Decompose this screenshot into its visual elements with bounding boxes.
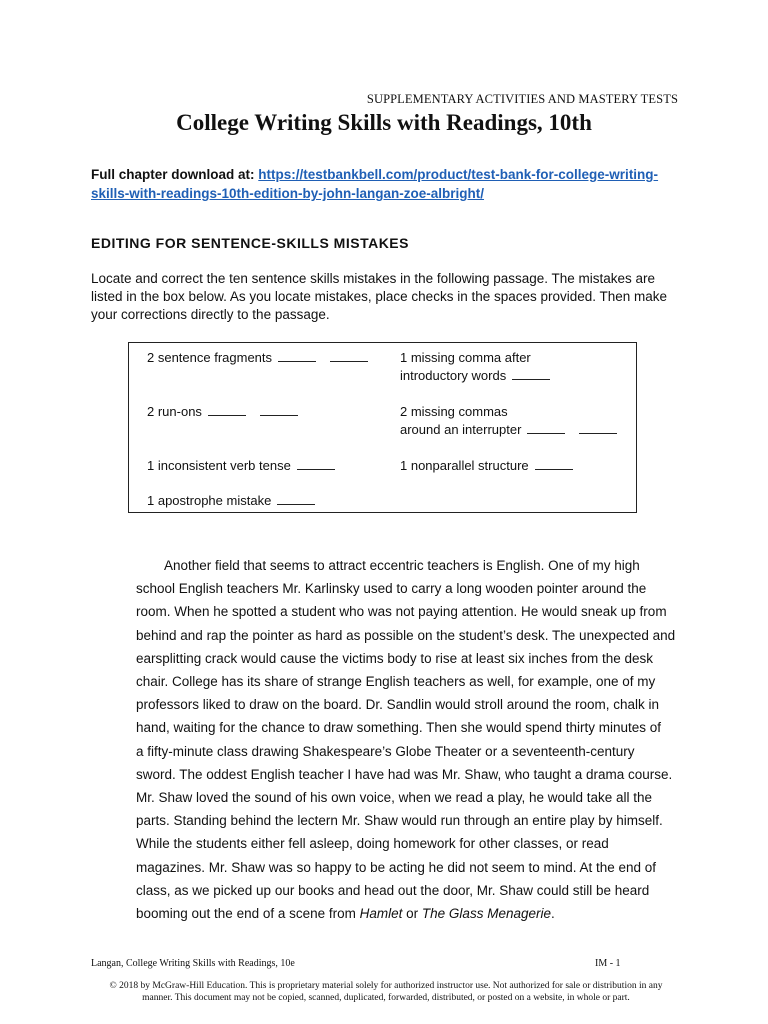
play-title: The Glass Menagerie: [421, 906, 551, 922]
download-link-line1[interactable]: https://testbankbell.com/product/test-bank-for-college-writing-: [258, 167, 659, 182]
instructions-line: listed in the box below. As you locate mistakes, place checks in the spaces provided. Then make: [91, 289, 668, 304]
download-label: Full chapter download at:: [91, 167, 255, 182]
check-blank[interactable]: [579, 421, 617, 434]
passage-line: class, as we picked up our books and head out the door, Mr. Shaw could still be heard: [136, 882, 650, 898]
passage: [136, 554, 676, 925]
passage-line: professors liked to draw on the board. Dr. Sandlin would stroll around the room, chalk in: [136, 697, 660, 713]
passage-line: earsplitting crack would cause the victims body to rise at least six inches from the desk: [136, 650, 653, 666]
page-number: IM - 1: [595, 958, 621, 969]
check-blank[interactable]: [260, 403, 298, 416]
instructions-line: Locate and correct the ten sentence skills mistakes in the following passage. The mistakes are: [91, 271, 656, 286]
check-blank[interactable]: [208, 403, 246, 416]
mistake-item: 1 missing comma after introductory words: [400, 349, 550, 385]
passage-line: booming out the end of a scene from Hamlet or The Glass Menagerie.: [136, 906, 555, 922]
play-title: Hamlet: [359, 906, 403, 922]
passage-line: room. When he spotted a student who was not paying attention. He would sneak up from: [136, 604, 667, 620]
document-title: College Writing Skills with Readings, 10th: [176, 110, 592, 135]
check-blank[interactable]: [512, 367, 550, 380]
instructions-line: your corrections directly to the passage.: [91, 307, 330, 322]
check-blank[interactable]: [527, 421, 565, 434]
passage-line: magazines. Mr. Shaw was so happy to be acting he did not seem to mind. At the end of: [136, 859, 657, 875]
copyright-notice: © 2018 by McGraw-Hill Education. This is proprietary material solely for authorized instructor use. Not authorized for sale or distribution in any manner. This document may not be copied, scanned, duplicated, forwarded, distributed, or posted on a website, in whole or part.: [109, 981, 663, 1003]
passage-line: behind and rap the pointer as hard as possible on the student’s desk. The unexpected and: [136, 627, 676, 643]
check-blank[interactable]: [330, 349, 368, 362]
supplement-header: SUPPLEMENTARY ACTIVITIES AND MASTERY TESTS: [366, 92, 678, 106]
passage-line: parts. Standing behind the lectern Mr. Shaw would run through an entire play by himself.: [136, 813, 663, 829]
check-blank[interactable]: [535, 457, 573, 470]
mistake-item: 2 missing commas around an interrupter: [400, 403, 617, 439]
mistake-item: 1 apostrophe mistake: [147, 492, 315, 510]
passage-line: school English teachers Mr. Karlinsky used to carry a long wooden pointer around the: [136, 581, 647, 597]
passage-line: While the students either fell asleep, doing homework for other classes, or read: [136, 836, 609, 852]
passage-line: sword. The oddest English teacher I have had was Mr. Shaw, who taught a drama course.: [136, 766, 673, 782]
section-heading: EDITING FOR SENTENCE-SKILLS MISTAKES: [91, 235, 409, 251]
passage-line: chair. College has its share of strange English teachers as well, for example, one of my: [136, 674, 656, 690]
instructions: [91, 270, 681, 324]
mistake-item: 1 nonparallel structure: [400, 457, 573, 475]
passage-line: Another field that seems to attract eccentric teachers is English. One of my high: [164, 558, 640, 573]
mistake-item: 2 sentence fragments: [147, 349, 368, 367]
check-blank[interactable]: [278, 349, 316, 362]
mistakes-box: [128, 342, 637, 513]
mistake-item: 2 run-ons: [147, 403, 298, 421]
check-blank[interactable]: [277, 492, 315, 505]
check-blank[interactable]: [297, 457, 335, 470]
passage-line: Mr. Shaw loved the sound of his own voice, when we read a play, he would take all the: [136, 790, 653, 806]
footer-left: Langan, College Writing Skills with Readings, 10e: [91, 958, 295, 969]
passage-line: a fifty-minute class drawing Shakespeare’s Globe Theater or a seventeenth-century: [136, 743, 635, 759]
download-link-line2[interactable]: skills-with-readings-10th-edition-by-john-langan-zoe-albright/: [91, 186, 485, 201]
mistake-item: 1 inconsistent verb tense: [147, 457, 335, 475]
passage-line: hand, waiting for the chance to draw something. Then she would spend thirty minutes of: [136, 720, 662, 736]
download-line: [91, 165, 681, 203]
